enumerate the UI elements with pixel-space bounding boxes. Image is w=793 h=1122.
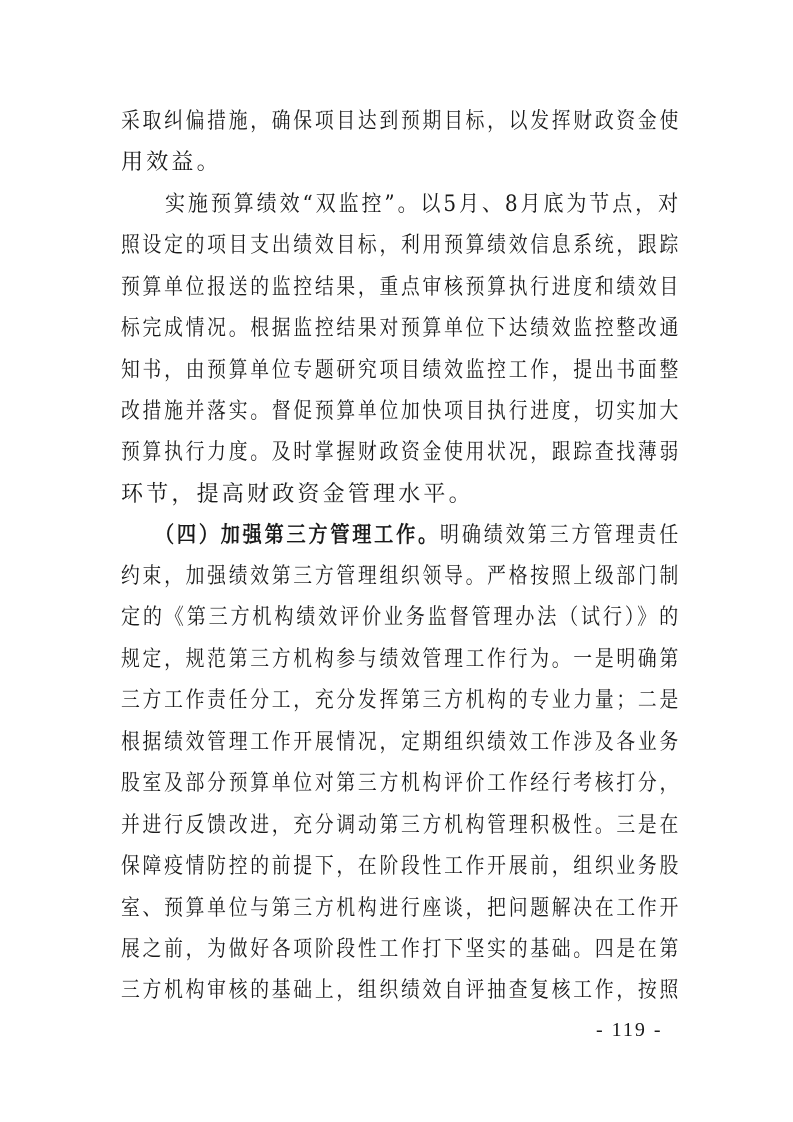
text-line: 采取纠偏措施，确保项目达到预期目标，以发挥财政资金使 [121,109,681,134]
text-line: 照设定的项目支出绩效目标，利用预算绩效信息系统，跟踪 [121,233,681,258]
text-line: 标完成情况。根据监控结果对预算单位下达绩效监控整改通 [121,316,681,341]
section-text: 明确绩效第三方管理责任 [439,523,681,548]
text-line: 股室及部分预算单位对第三方机构评价工作经行考核打分， [121,771,681,796]
text-line: 预算执行力度。及时掌握财政资金使用状况，跟踪查找薄弱 [121,440,681,465]
text-line: 用效益。 [121,150,222,175]
text-line: 根据绩效管理工作开展情况，定期组织绩效工作涉及各业务 [121,730,681,755]
text-line: 环节，提高财政资金管理水平。 [121,482,474,507]
page-number: - 119 - [596,1019,663,1041]
text-line: 三方工作责任分工，充分发挥第三方机构的专业力量；二是 [121,688,681,713]
paragraph-first-line: 实施预算绩效“双监控”。以5月、8月底为节点，对 [165,192,681,217]
text-line: 定的《第三方机构绩效评价业务监督管理办法（试行）》的 [121,605,681,630]
text-line: 改措施并落实。督促预算单位加快项目执行进度，切实加大 [121,399,681,424]
text-line: 展之前，为做好各项阶段性工作打下坚实的基础。四是在第 [121,937,681,962]
text-line: 保障疫情防控的前提下，在阶段性工作开展前，组织业务股 [121,854,681,879]
text-line: 知书，由预算单位专题研究项目绩效监控工作，提出书面整 [121,358,681,383]
text-line: 规定，规范第三方机构参与绩效管理工作行为。一是明确第 [121,647,681,672]
text-line: 并进行反馈改进，充分调动第三方机构管理积极性。三是在 [121,813,681,838]
section-heading-line [155,520,715,550]
text-line: 室、预算单位与第三方机构进行座谈，把问题解决在工作开 [121,896,681,921]
text-line: 三方机构审核的基础上，组织绩效自评抽查复核工作，按照 [121,978,681,1003]
text-line: 约束，加强绩效第三方管理组织领导。严格按照上级部门制 [121,564,681,589]
text-line: 预算单位报送的监控结果，重点审核预算执行进度和绩效目 [121,275,681,300]
section-heading: （四）加强第三方管理工作。 [155,522,440,548]
